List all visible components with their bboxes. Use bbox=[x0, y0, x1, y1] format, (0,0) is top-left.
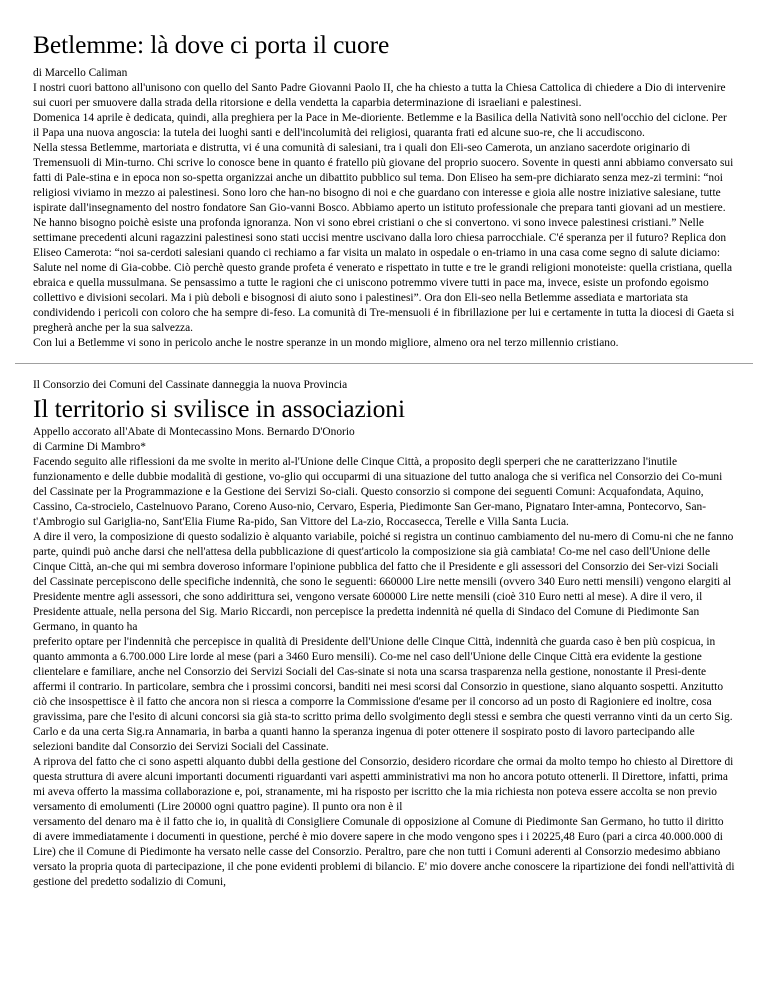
article2-paragraph: Facendo seguito alle riflessioni da me svolte in merito al-l'Unione delle Cinque Città, a proposito degli sperperi che ne caratterizzano l'inutile funzionamento e delle dubbie modalità di gestione, vo-glio qui occuparmi di una situazione del tutto analoga che si verifica nel Consorzio dei Co-muni del Cassinate per la Programmazione e la Gestione dei Servizi So-ciali. Questo consorzio si compone dei seguenti Comuni: Acquafondata, Aquino, Cassino, Ca-strocielo, Castelnuovo Parano, Coreno Auso-nio, Cervaro, Esperia, Piedimonte San Ger-mano, Pignataro Inter-amna, Pontecorvo, San-t'Ambrogio sul Gariglia-no, Sant'Elia Fiume Ra-pido, San Vittore del La-zio, Roccasecca, Terelle e Villa Santa Lucia. bbox=[33, 456, 723, 528]
article2-paragraph: preferito optare per l'indennità che percepisce in qualità di Presidente dell'Unione delle Cinque Città, indennità che guarda caso è ben più cospicua, in quanto ammonta a 6.700.000 Lire lorde al mese (pari a 3460 Euro mensili). Co-me nel caso dell'Unione delle Cinque Città era evidente la gestione clientelare e familiare, anche nel Consorzio dei Servizi Sociali del Cas-sinate si nota una scarsa trasparenza nella gestione, nonostante il Presi-dente affermi il contrario. In particolare, sembra che i prossimi concorsi, banditi nei mesi scorsi dal Consorzio in questione, siano alquanto sospetti. Anzitutto ciò che insospettisce è il fatto che ancora non si riesca a comporre la Commissione d'esame per il concorso ad un posto di Ragioniere ed inoltre, cosa gravissima, pare che l'esito di alcuni concorsi sia già sta-to scritto prima dello svolgimento degli stessi e sembra che questi verranno vinti da un certo Sig. Carlo e da una certa Sig.ra Annamaria, in barba a quanti hanno la speranza ingenua di poter ottenere il sospirato posto di lavoro partecipando alle selezioni bandite dal Consorzio dei Servizi Sociali del Cassinate. bbox=[33, 636, 733, 753]
article1-paragraph: I nostri cuori battono all'unisono con quello del Santo Padre Giovanni Paolo II, che ha chiesto a tutta la Chiesa Cattolica di chiedere a Dio di intervenire sui cuori per smuovere dalla strada della ritorsione e della vendetta la caparbia determinazione di israeliani e palestinesi. bbox=[33, 82, 726, 109]
article2-paragraph: A dire il vero, la composizione di questo sodalizio è alquanto variabile, poiché si registra un continuo cambiamento del nu-mero di Comu-ni che ne fanno parte, quindi può anche darsi che nell'attesa della pubblicazione di quest'articolo la composizione sia già cambiata! Co-me nel caso dell'Unione delle Cinque Città, an-che qui mi sembra doveroso informare l'opinione pubblica del fatto che il Presidente e gli assessori del Consorzio dei Ser-vizi Sociali del Cassinate percepiscono delle specifiche indennità, che sono le seguenti: 660000 Lire nette mensili (ovvero 340 Euro netti mensili) vengono elargiti al Presidente mentre agli assessori, che sono addirittura sei, vengono versate 600000 Lire nette mensili (cioè 310 Euro netti al mese). A dire il vero, il Presidente attuale, nella persona del Sig. Mario Riccardi, non percepisce la predetta indennità né quella di Sindaco del Comune di Piedimonte San Germano, in quanto ha bbox=[33, 531, 734, 633]
article1-paragraph: Domenica 14 aprile è dedicata, quindi, alla preghiera per la Pace in Me-dioriente. Betlemme e la Basilica della Natività sono nell'occhio del ciclone. Per il Papa una nuova angoscia: la tutela dei luoghi santi e dell'incolumità dei religiosi, quaranta frati ed alcune suo-re, che li accudiscono. bbox=[33, 112, 727, 139]
article1-title: Betlemme: là dove ci porta il cuore bbox=[33, 30, 390, 59]
article1-paragraph: Con lui a Betlemme vi sono in pericolo anche le nostre speranze in un mondo migliore, almeno ora nel terzo millennio cristiano. bbox=[33, 337, 619, 349]
article1-byline: di Marcello Caliman bbox=[33, 67, 128, 79]
article-divider bbox=[15, 363, 753, 364]
article2-title: Il territorio si svilisce in associazioni bbox=[33, 394, 405, 423]
article2-paragraph: versamento del denaro ma è il fatto che io, in qualità di Consigliere Comunale di opposizione al Comune di Piedimonte San Germano, ho tutto il diritto di avere immediatamente i documenti in questione, perché è mio dovere sapere in che modo vengono spes i i 20225,48 Euro (pari a circa 40.000.000 di Lire) che il Comune di Piedimonte ha versato nelle casse del Consorzio. Peraltro, pare che non tutti i Comuni aderenti al Consorzio medesimo abbiano versato la propria quota di partecipazione, il che pone evidenti problemi di bilancio. E' mio dovere anche conoscere la ripartizione dei fondi nell'attività di gestione del predetto sodalizio di Comuni, bbox=[33, 816, 735, 888]
article2-paragraph: A riprova del fatto che ci sono aspetti alquanto dubbi della gestione del Consorzio, desidero ricordare che ormai da molto tempo ho chiesto al Direttore di questa struttura di avere alcuni importanti documenti riguardanti vari aspetti amministrativi ma non ho ancora potuto ottenerli. Il Direttore, infatti, prima mi aveva offerto la massima collaborazione e, poi, stranamente, mi ha risposto per iscritto che la mia richiesta non poteva essere accolta se non previo versamento di emolumenti (Lire 20000 ogni quattro pagine). Il punto ora non è il bbox=[33, 756, 734, 813]
article2-byline: di Carmine Di Mambro* bbox=[33, 441, 146, 453]
article1-paragraph: Nella stessa Betlemme, martoriata e distrutta, vi é una comunità di salesiani, tra i quali don Eli-seo Camerota, un anziano sacerdote originario di Tremensuoli di Min-turno. Chi scrive lo conosce bene in quanto é fratello più giovane del proprio suocero. Sovente in questi anni abbiamo conversato sui fatti di Pale-stina e in epoca non so-spetta organizzai anche un dibattito pubblico sul tema. Don Eliseo ha sem-pre dichiarato senza mez-zi termini: “noi religiosi viviamo in mezzo ai palestinesi. Sono loro che han-no bisogno di noi e che guardano con interesse e gioia alle nostre iniziative salesiane, tutte ispirate dall'insegnamento del nostro fondatore San Gio-vanni Bosco. Abbiamo aperto un istituto professionale che prepara tanti giovani ad un mestiere. Ne hanno bisogno poichè esiste una profonda ignoranza. Non vi sono ebrei cristiani o che si convertono. vi sono invece palestinesi cristiani.” Nelle settimane precedenti alcuni ragazzini palestinesi sono stati uccisi mentre uscivano dalla loro chiesa parrocchiale. C'é speranza per il futuro? Replica don Eliseo Camerota: “noi sa-cerdoti salesiani quando ci rechiamo a far visita un malato in ospedale o en-triamo in una casa come segno di salute diciamo: Salute nel nome di Gia-cobbe. Ciò perchè questo grande profeta é venerato e rispettato in tutte e tre le grandi religioni monoteiste: quella cristiana, quella ebraica e quella mussulmana. Se pensassimo a tutte le ragioni che ci uniscono potremmo vivere tutti in pace ma, invece, esiste un profondo egoismo collettivo e divisioni secolari. Ma i più deboli e bisognosi di aiuto sono i palestinesi”. Ora don Eli-seo nella Betlemme assediata e martoriata sta condividendo i pericoli con coloro che ha sempre di-feso. La comunità di Tre-mensuoli é in fibrillazione per lui e certamente in tutta la diocesi di Gaeta si pregherà anche per la sua salvezza. bbox=[33, 142, 735, 334]
article2-subtitle: Appello accorato all'Abate di Montecassino Mons. Bernardo D'Onorio bbox=[33, 426, 355, 438]
article2-kicker: Il Consorzio dei Comuni del Cassinate danneggia la nuova Provincia bbox=[33, 379, 348, 391]
